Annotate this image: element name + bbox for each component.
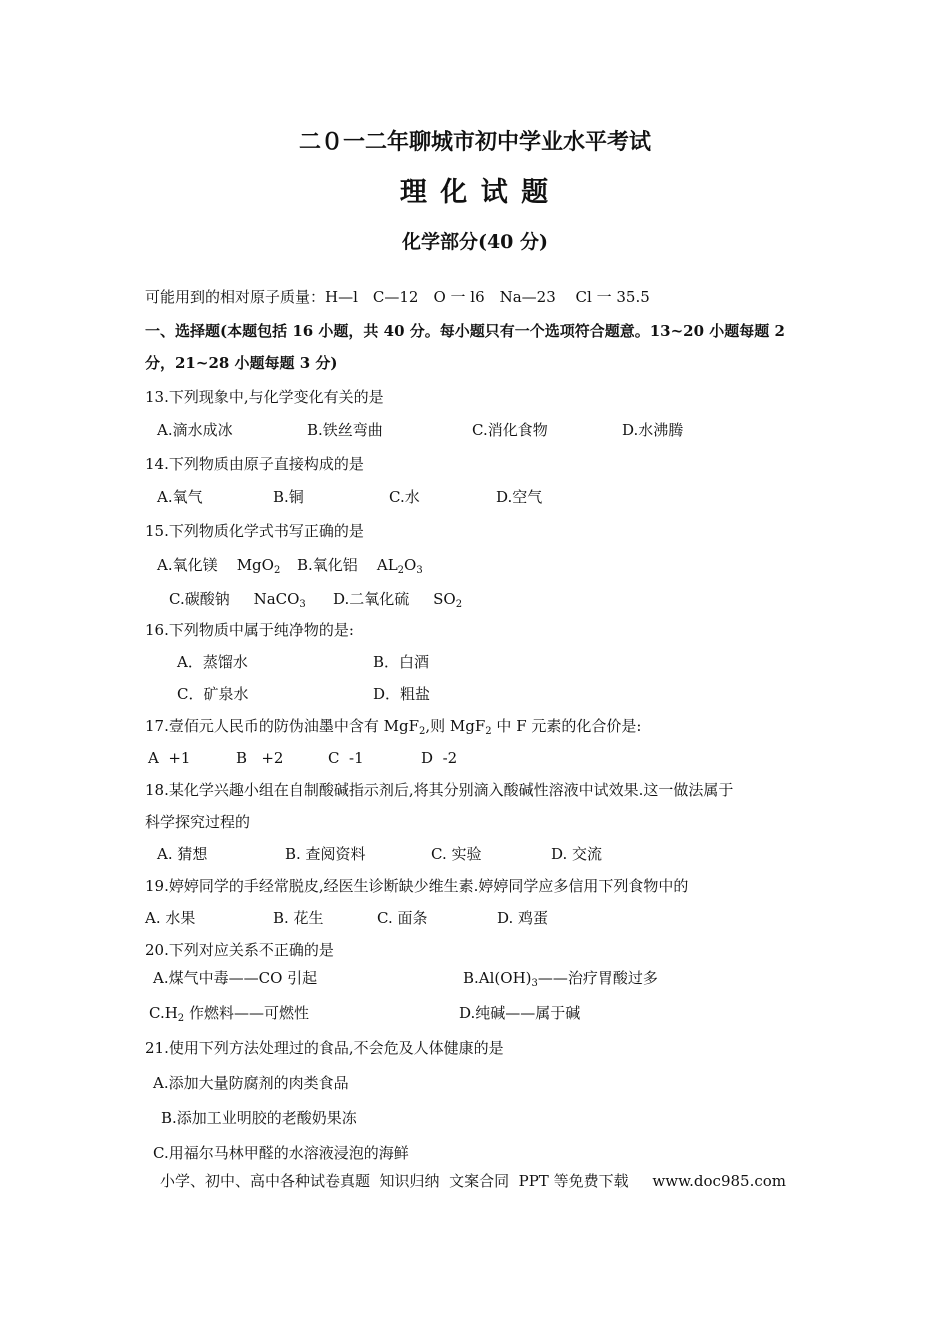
question-18-line2: 科学探究过程的 — [145, 813, 251, 831]
q17-option-d: D -2 — [421, 749, 458, 767]
q15-d-label: D.二氧化硫 — [333, 590, 410, 608]
q15-option-a — [157, 555, 280, 575]
q20-b-subscript: 3 — [531, 978, 538, 989]
q15-option-d — [333, 589, 462, 609]
q20-option-c — [149, 1003, 309, 1023]
q17-stem-part3: 中 F 元素的化合价是: — [491, 717, 642, 735]
q17-stem-part2: ,则 MgF — [425, 717, 486, 735]
q20-c-subscript: 2 — [177, 1013, 185, 1024]
q15-c-subscript: 3 — [299, 599, 306, 610]
q13-option-a: A.滴水成冰 — [157, 421, 233, 439]
q15-d-formula: SO — [433, 590, 456, 608]
section-heading-line1: 一、选择题(本题包括 16 小题，共 40 分。每小题只有一个选项符合题意。13~20 小题每题 2 — [145, 322, 785, 340]
question-15: 15.下列物质化学式书写正确的是 — [145, 522, 364, 540]
q20-b-part1: B.Al(OH) — [463, 969, 532, 987]
q16-option-a: A．蒸馏水 — [177, 653, 248, 671]
q21-option-a: A.添加大量防腐剂的肉类食品 — [153, 1074, 349, 1092]
q20-option-a: A.煤气中毒——CO 引起 — [153, 969, 318, 987]
q17-option-a: A +1 — [148, 749, 191, 767]
q19-option-d: D. 鸡蛋 — [497, 909, 549, 927]
page-title: 二０一二年聊城市初中学业水平考试 — [298, 129, 651, 155]
part-title: 化学部分(40 分) — [401, 231, 549, 253]
q17-subscript-2: 2 — [485, 726, 492, 737]
q18-option-d: D. 交流 — [551, 845, 603, 863]
subject-title: 理 化 试 题 — [399, 177, 551, 208]
question-13: 13.下列现象中,与化学变化有关的是 — [145, 388, 384, 406]
q15-option-b — [297, 555, 423, 575]
q20-b-part2: ——治疗胃酸过多 — [537, 969, 658, 987]
q15-a-label: A.氧化镁 — [157, 556, 218, 574]
atomic-masses: 可能用到的相对原子质量：H—l C—12 O 一 l6 Na—23 Cl 一 35.5 — [145, 288, 650, 306]
q17-stem-part1: 17.壹佰元人民币的防伪油墨中含有 MgF — [145, 717, 419, 735]
q15-c-formula: NaCO — [253, 590, 300, 608]
q16-option-c: C．矿泉水 — [177, 685, 249, 703]
question-16: 16.下列物质中属于纯净物的是: — [145, 621, 354, 639]
question-19: 19.婷婷同学的手经常脱皮,经医生诊断缺少维生素.婷婷同学应多信用下列食物中的 — [145, 877, 689, 895]
q14-option-a: A.氧气 — [157, 488, 203, 506]
q17-option-b: B +2 — [236, 749, 284, 767]
question-20: 20.下列对应关系不正确的是 — [145, 941, 334, 959]
q15-c-label: C.碳酸钠 — [169, 590, 230, 608]
q17-subscript-1: 2 — [419, 726, 426, 737]
q14-option-b: B.铜 — [273, 488, 304, 506]
question-14: 14.下列物质由原子直接构成的是 — [145, 455, 364, 473]
q15-b-subscript-1: 2 — [397, 565, 405, 576]
question-18-line1: 18.某化学兴趣小组在自制酸碱指示剂后,将其分别滴入酸碱性溶液中试效果.这一做法属于 — [145, 781, 734, 799]
q19-option-c: C. 面条 — [377, 909, 428, 927]
question-17 — [145, 716, 641, 736]
q21-option-b: B.添加工业明胶的老酸奶果冻 — [161, 1109, 357, 1127]
q15-b-formula-1: AL — [376, 556, 398, 574]
footer-advert: 小学、初中、高中各种试卷真题 知识归纳 文案合同 PPT 等免费下载 www.doc985.com — [160, 1172, 787, 1190]
q15-option-c — [169, 589, 306, 609]
q14-option-d: D.空气 — [496, 488, 543, 506]
q15-a-formula: MgO — [236, 556, 274, 574]
q17-option-c: C -1 — [328, 749, 364, 767]
q19-option-b: B. 花生 — [273, 909, 324, 927]
q18-option-a: A. 猜想 — [157, 845, 208, 863]
q18-option-b: B. 查阅资料 — [285, 845, 366, 863]
q15-d-subscript: 2 — [455, 599, 463, 610]
q15-b-subscript-2: 3 — [416, 565, 423, 576]
q14-option-c: C.水 — [389, 488, 420, 506]
section-heading-line2: 分，21~28 小题每题 3 分) — [145, 354, 338, 372]
q20-option-b — [463, 968, 658, 988]
question-21: 21.使用下列方法处理过的食品,不会危及人体健康的是 — [145, 1039, 504, 1057]
q15-b-formula-2: O — [404, 556, 417, 574]
q16-option-b: B．白酒 — [373, 653, 430, 671]
q13-option-c: C.消化食物 — [472, 421, 548, 439]
q15-a-subscript: 2 — [273, 565, 281, 576]
q13-option-d: D.水沸腾 — [622, 421, 684, 439]
q21-option-c: C.用福尔马林甲醛的水溶液浸泡的海鲜 — [153, 1144, 409, 1162]
q20-c-part1: C.H — [149, 1004, 178, 1022]
q13-option-b: B.铁丝弯曲 — [307, 421, 383, 439]
q18-option-c: C. 实验 — [431, 845, 482, 863]
q20-option-d: D.纯碱——属于碱 — [459, 1004, 581, 1022]
q20-c-part2: 作燃料——可燃性 — [184, 1004, 309, 1022]
q15-b-label: B.氧化铝 — [297, 556, 358, 574]
q16-option-d: D．粗盐 — [373, 685, 431, 703]
q19-option-a: A. 水果 — [145, 909, 196, 927]
